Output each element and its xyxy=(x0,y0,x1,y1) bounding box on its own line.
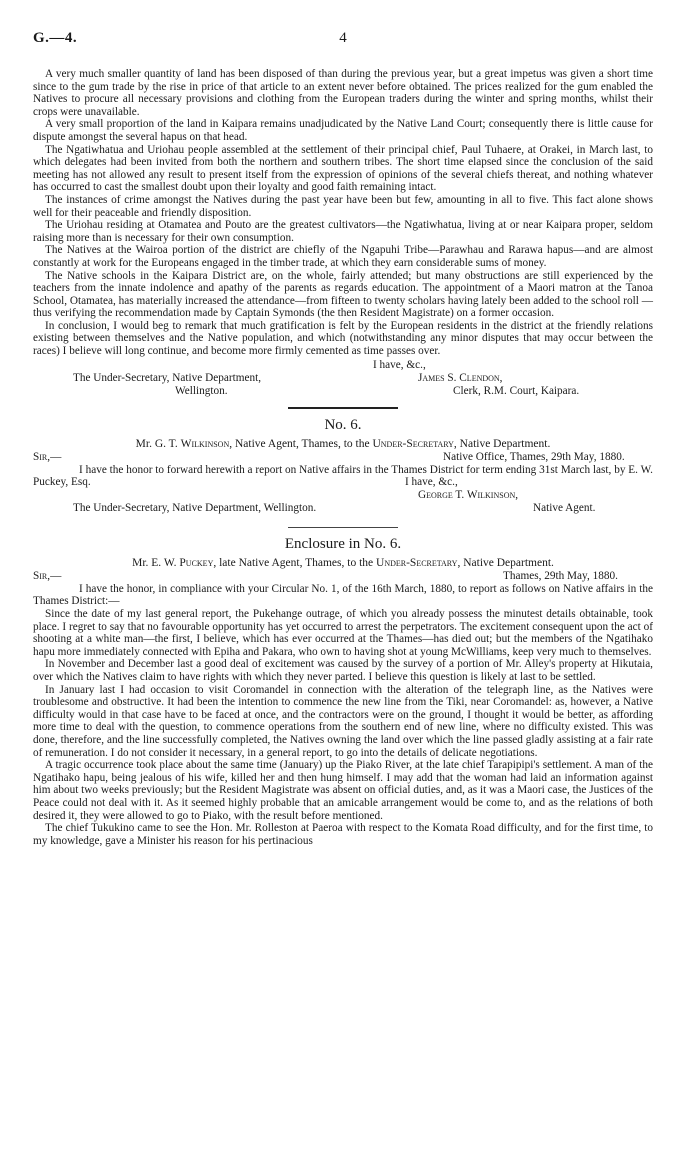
closing-formula: I have, &c., xyxy=(405,475,458,488)
paragraph: The chief Tukukino came to see the Hon. Mr. Rolleston at Paeroa with respect to the Komata Road difficulty, and for the first time, to my knowledge, gave a Minister his reason for his pertinacious xyxy=(33,822,653,847)
addressee-city: Wellington. xyxy=(175,384,228,397)
section-divider xyxy=(288,527,398,528)
section-enclosure xyxy=(33,536,653,847)
addressee: The Under-Secretary, Native Department, Wellington. xyxy=(73,501,317,514)
section-heading: No. 6. xyxy=(324,416,362,433)
recipient: Under-Secretary xyxy=(376,556,458,569)
letter-address: Mr. G. T. Wilkinson, Native Agent, Thames, to the Under-Secretary, Native Department. xyxy=(135,437,551,450)
page-header xyxy=(33,30,653,60)
salutation: Sir,— xyxy=(33,450,62,463)
letter-date: Native Office, Thames, 29th May, 1880. xyxy=(443,450,625,463)
recipient: Under-Secretary xyxy=(372,437,454,450)
paragraph: Since the date of my last general report, the Pukehange outrage, of which you already possess the minutest details obtainable, took place. I regret to say that no favourable opportunity has yet occurred to arrest the perpetrators. The excitement consequent upon the act of shooting at a white man—the first, I believe, which has ever occurred at the Thames—has died out; but the members of the Ngatihako hapu more immediately connected with Epiha and Pakara, who own to having shot at young McWilliams, keep very much to themselves. xyxy=(33,608,653,658)
paragraph: In November and December last a good deal of excitement was caused by the survey of a portion of Mr. Alley's property at Hikutaia, over which the Natives claim to have rights with which they never parted. I believe this question is likely at last to be settled. xyxy=(33,658,653,683)
letter-body: I have the honor to forward herewith a report on Native affairs in the Thames District for term ending 31st March last, by E. W. Puckey, Esq. xyxy=(33,463,653,489)
addressee: The Under-Secretary, Native Department, xyxy=(73,371,262,384)
document-code: G.—4. xyxy=(33,30,78,46)
signatory-name: James S. Clendon, xyxy=(418,371,503,384)
paragraph: A very much smaller quantity of land has been disposed of than during the previous year, but a great impetus was given a short time since to the gum trade by the rise in price of that article to an extent never before obtained. The prices realized for the gum enabled the Natives to procure all necessary provisions and clothing from the European traders during the winter and spring months, whilst their crops were unavailable. xyxy=(33,68,653,118)
section-divider xyxy=(288,407,398,409)
paragraph: The Ngatiwhatua and Uriohau people assembled at the settlement of their principal chief, Paul Tuhaere, at Orakei, in March last, to which delegates had been invited from both the northern and southern tribes. The short time elapsed since the conclusion of the said meeting has not allowed any result to present itself from the expression of opinions of the several chiefs thereat, and nothing whatever has occurred to cast the smallest doubt upon their loyalty and good faith remaining intact. xyxy=(33,143,653,194)
salutation: Sir,— xyxy=(33,569,62,582)
signature-block xyxy=(33,359,653,398)
paragraph: In conclusion, I would beg to remark that much gratification is felt by the European residents in the district at the friendly relations existing between themselves and the Native population, and which (notwithstanding any minor disputes that may occur between the races) I believe will long continue, and become more firmly cemented as time passes over. xyxy=(33,319,653,358)
letter-opening: I have the honor, in compliance with your Circular No. 1, of the 16th March, 1880, to report as follows on Native affairs in the Thames District:— xyxy=(33,582,653,608)
paragraph: A tragic occurrence took place about the same time (January) up the Piako River, at the late chief Tarapipipi's settlement. A man of the Ngatihako hapu, being jealous of his wife, killed her and then hung himself. I may add that the woman had laid an information against him about two weeks previously; but the Resident Magistrate was absent on official duties, and, as it was a Maori case, the Justices of the Peace could not deal with it. As it seemed highly probable that an amicable arrangement would be come to, and as the relations of both desired it, they were allowed to go to Piako, with the result before mentioned. xyxy=(33,759,653,822)
letter-address: Mr. E. W. Puckey, late Native Agent, Thames, to the Under-Secretary, Native Department. xyxy=(132,556,554,569)
signatory-title: Native Agent. xyxy=(533,501,596,514)
report-body xyxy=(33,68,653,358)
paragraph: The Native schools in the Kaipara District are, on the whole, fairly attended; but many obstructions are still experienced by the teachers from the innate indolence and apathy of the parents as regards education. The appointment of a Maori matron at the Tanoa School, Otamatea, has materially increased the attendance—from fifteen to twenty scholars having lately been added to the school roll —thus verifying the recommendation made by Captain Symonds (the then Resident Magistrate) on a former occasion. xyxy=(33,269,653,320)
signatory-name: George T. Wilkinson, xyxy=(418,488,519,501)
closing-formula: I have, &c., xyxy=(373,358,426,371)
section-no6 xyxy=(33,417,653,515)
page-number: 4 xyxy=(339,30,347,46)
section-heading: Enclosure in No. 6. xyxy=(284,535,402,552)
paragraph: The Natives at the Wairoa portion of the district are chiefly of the Ngapuhi Tribe—Parawhau and Rarawa hapus—and are almost constantly at work for the Europeans engaged in the timber trade, at which they earn considerable sums of money. xyxy=(33,244,653,269)
paragraph: The instances of crime amongst the Natives during the past year have been but few, amounting in all to five. This fact alone shows well for their peaceable and friendly disposition. xyxy=(33,193,653,219)
sender-name: Wilkinson xyxy=(180,437,230,450)
signatory-title: Clerk, R.M. Court, Kaipara. xyxy=(453,384,580,397)
letter-date: Thames, 29th May, 1880. xyxy=(503,569,618,582)
paragraph: The Uriohau residing at Otamatea and Pouto are the greatest cultivators—the Ngatiwhatua, living at or near Kaipara proper, seldom raising more than is necessary for their own consumption. xyxy=(33,219,653,244)
paragraph: In January last I had occasion to visit Coromandel in connection with the alteration of the telegraph line, as the Natives were troublesome and obstructive. It had been the intention to commence the new line from the Tiki, near Coromandel: as, however, a Native difficulty would in that case have to be faced at once, and the contractors were on the ground, I thought it would be better, as affording more time to deal with the question, to commence operations from the southern end of new line, where no difficulty existed. This was done, therefore, and the line successfully completed, the Natives owning the land over which the line passed gladly assisting at a fair rate of remuneration. I do not consider it necessary, in a general report, to go into the details of delicate negotiations. xyxy=(33,683,653,759)
paragraph: A very small proportion of the land in Kaipara remains unadjudicated by the Native Land Court; consequently there is little cause for dispute amongst the several hapus on that head. xyxy=(33,118,653,143)
document-page xyxy=(33,30,653,847)
sender-name: Puckey xyxy=(179,556,214,569)
